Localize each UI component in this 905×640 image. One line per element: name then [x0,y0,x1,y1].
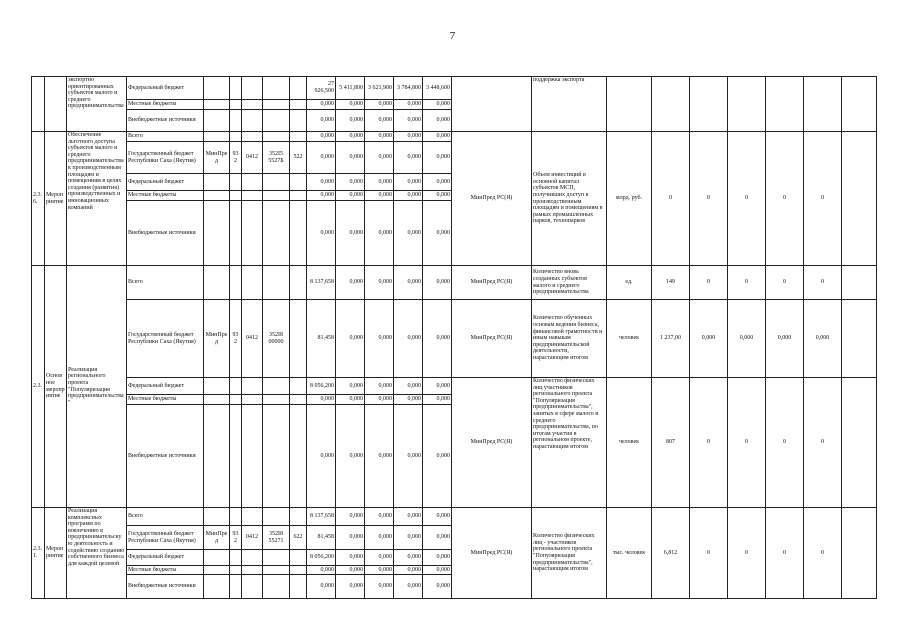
value-cell: 0,000 [423,508,452,526]
value-cell: 0,000 [336,100,365,110]
value-cell: 0,000 [394,191,423,201]
value-cell: 0,000 [307,100,336,110]
indicator-value: 0 [766,132,804,266]
value-cell: 0,000 [336,201,365,266]
value-cell: 0,000 [365,508,394,526]
source-cell: Местные бюджеты [127,191,204,201]
value-cell: 3 448,600 [423,77,452,100]
value-cell: 0,000 [394,566,423,575]
value-cell: 0,000 [336,378,365,395]
indicator-cell: Количество обученных основам ведения бизнеса, финансовой грамотности и иным навыкам предпринимательской деятельности, нарастающим итогом [532,300,607,378]
value-cell: 0,000 [336,174,365,191]
value-cell: 0,000 [423,575,452,599]
table-row [32,378,877,395]
value-cell: 0,000 [365,142,394,174]
indicator-value: 807 [652,378,690,508]
indicator-value: 149 [652,266,690,300]
value-cell: 8 056,200 [307,550,336,566]
source-cell: Государственный бюджет Республики Саха (Якутия) [127,300,204,378]
value-cell: 0,000 [394,575,423,599]
indicator-value: 0 [690,266,728,300]
value-cell: 81,458 [307,526,336,550]
value-cell: 0,000 [365,191,394,201]
indicator-value: 0,000 [728,300,766,378]
indicator-cell: Количество физических лиц участников регионального проекта "Популяризация предпринимательства", занятых в сфере малого и среднего предпринимательства, по итогам участия в региональном проекте, нарастающим итогом [532,378,607,508]
value-cell: 0,000 [365,526,394,550]
event-name: Реализация регионального проекта "Популяризация предпринимательства" [67,266,127,508]
indicator-value: 0 [690,132,728,266]
value-cell: 0,000 [394,550,423,566]
source-cell: Всего [127,132,204,142]
value-cell: 0,000 [307,110,336,132]
page-number: 7 [449,30,456,42]
rz-cell: 93 2 [230,526,242,550]
value-cell: 0,000 [365,300,394,378]
value-cell: 0,000 [307,575,336,599]
num-cell [32,77,45,132]
value-cell: 0,000 [423,110,452,132]
value-cell: 0,000 [365,132,394,142]
num-cell: 2.3. [32,266,45,508]
value-cell: 0,000 [307,405,336,508]
indicator-value: 0 [728,132,766,266]
source-cell: Внебюджетные источники [127,575,204,599]
value-cell: 0,000 [336,575,365,599]
value-cell: 8 137,658 [307,508,336,526]
value-cell: 0,000 [394,201,423,266]
value-cell: 0,000 [423,132,452,142]
value-cell: 0,000 [365,566,394,575]
value-cell: 0,000 [394,266,423,300]
value-cell: 0,000 [336,300,365,378]
grbs-cell: МинПред [204,300,230,378]
value-cell: 0,000 [307,132,336,142]
grbs-cell: МинПред [204,526,230,550]
indicator-value: 6,812 [652,508,690,599]
indicator-cell: Объем инвестиций в основной капитал субъектов МСП, получивших доступ к производственным площадям и помещениям в рамках промышленных парков, технопарков [532,132,607,266]
source-cell: Местные бюджеты [127,100,204,110]
type-cell: Основное мероприятие [45,266,67,508]
source-cell: Внебюджетные источники [127,110,204,132]
value-cell: 0,000 [394,100,423,110]
value-cell: 0,000 [307,566,336,575]
event-name: Обеспечение льготного доступа субъектов малого и среднего предпринимательства к производственным площадям и помещениям в целях создания (развития) производственных и инновационных компаний [67,132,127,266]
value-cell: 5 411,800 [336,77,365,100]
indicator-value: 0,000 [766,300,804,378]
value-cell: 0,000 [336,266,365,300]
indicator-value: 0 [804,266,842,300]
value-cell: 0,000 [394,378,423,395]
value-cell: 0,000 [394,174,423,191]
value-cell: 0,000 [336,508,365,526]
value-cell: 0,000 [423,405,452,508]
num-cell: 2.3.6. [32,132,45,266]
type-cell: Мероприятие [45,508,67,599]
event-name: Реализация комплексных программ по вовлечению в предпринимательскую деятельность и содействию созданию собственного бизнеса для каждой целевой [67,508,127,599]
source-cell: Внебюджетные источники [127,201,204,266]
indicator-value: 0 [728,378,766,508]
num-cell: 2.3.1. [32,508,45,599]
source-cell: Государственный бюджет Республики Саха (Якутия) [127,142,204,174]
value-cell: 0,000 [423,378,452,395]
value-cell: 3 621,900 [365,77,394,100]
responsible-cell: МинПред РС(Я) [452,266,532,300]
indicator-value: 0,000 [804,300,842,378]
value-cell: 0,000 [365,395,394,405]
indicator-value: 0 [690,508,728,599]
vr-cell: 622 [290,526,307,550]
value-cell: 8 137,658 [307,266,336,300]
source-cell: Всего [127,508,204,526]
indicator-cell: Количество вновь созданных субъектов малого и среднего предпринимательства [532,266,607,300]
value-cell: 0,000 [336,550,365,566]
rz-cell: 93 2 [230,142,242,174]
value-cell: 8 056,200 [307,378,336,395]
source-cell: Местные бюджеты [127,566,204,575]
value-cell: 0,000 [307,174,336,191]
value-cell: 0,000 [394,526,423,550]
value-cell: 0,000 [365,378,394,395]
indicator-value: 0,000 [690,300,728,378]
table-row [32,77,877,100]
table-row [32,300,877,378]
value-cell: 0,000 [394,300,423,378]
source-cell: Федеральный бюджет [127,550,204,566]
value-cell: 0,000 [307,395,336,405]
vr-cell: 522 [290,142,307,174]
indicator-value: 0 [766,378,804,508]
source-cell: Внебюджетные источники [127,405,204,508]
rz-cell: 93 2 [230,300,242,378]
responsible-cell [452,77,532,132]
value-cell: 0,000 [336,142,365,174]
event-name: экспортно ориентированных субъектов малого и среднего предпринимательства [67,77,127,132]
type-cell [45,77,67,132]
value-cell: 0,000 [394,142,423,174]
value-cell: 0,000 [423,566,452,575]
value-cell: 0,000 [394,508,423,526]
value-cell: 0,000 [365,575,394,599]
unit-cell: тыс. человек [607,508,652,599]
value-cell: 0,000 [365,405,394,508]
value-cell: 0,000 [394,405,423,508]
value-cell: 0,000 [423,142,452,174]
value-cell: 0,000 [423,174,452,191]
value-cell: 0,000 [365,100,394,110]
pr-cell: 0412 [242,142,263,174]
value-cell: 0,000 [336,110,365,132]
value-cell: 27 926,500 [307,77,336,100]
value-cell: 0,000 [394,110,423,132]
value-cell: 0,000 [336,526,365,550]
pr-cell: 0412 [242,300,263,378]
value-cell: 0,000 [365,266,394,300]
indicator-value: 0 [766,266,804,300]
indicator-value: 0 [766,508,804,599]
unit-cell: млрд. руб. [607,132,652,266]
value-cell: 0,000 [307,191,336,201]
responsible-cell: МинПред РС(Я) [452,508,532,599]
unit-cell: человек [607,378,652,508]
table-row [32,508,877,526]
value-cell: 0,000 [336,405,365,508]
responsible-cell: МинПред РС(Я) [452,132,532,266]
value-cell: 0,000 [365,201,394,266]
unit-cell: ед. [607,266,652,300]
value-cell: 81,458 [307,300,336,378]
value-cell: 0,000 [365,174,394,191]
source-cell: Всего [127,266,204,300]
value-cell: 0,000 [423,266,452,300]
source-cell: Федеральный бюджет [127,378,204,395]
value-cell: 0,000 [394,395,423,405]
responsible-cell: МинПред РС(Я) [452,300,532,378]
source-cell: Местные бюджеты [127,395,204,405]
value-cell: 0,000 [336,191,365,201]
value-cell: 0,000 [423,526,452,550]
indicator-value: 0 [804,378,842,508]
value-cell: 0,000 [307,142,336,174]
value-cell: 0,000 [336,566,365,575]
indicator-cell: Количество физических лиц - участников регионального проекта "Популяризация предпринимательства", нарастающим итогом [532,508,607,599]
value-cell: 3 784,800 [394,77,423,100]
value-cell: 0,000 [307,201,336,266]
source-cell: Федеральный бюджет [127,174,204,191]
indicator-value: 0 [728,508,766,599]
table-row [32,132,877,142]
indicator-value: 0 [804,132,842,266]
indicator-value: 1 237,00 [652,300,690,378]
value-cell: 0,000 [336,132,365,142]
csr-cell: 352I8 55271 [263,526,290,550]
value-cell: 0,000 [423,201,452,266]
indicator-value: 0 [804,508,842,599]
source-cell: Государственный бюджет Республики Саха (Якутия) [127,526,204,550]
value-cell: 0,000 [394,132,423,142]
csr-cell: 352I5 5527Б [263,142,290,174]
csr-cell: 352I8 00000 [263,300,290,378]
budget-table [31,76,877,599]
value-cell: 0,000 [423,191,452,201]
indicator-cell: поддержка экспорта [532,77,607,132]
indicator-value: 0 [652,132,690,266]
value-cell: 0,000 [336,395,365,405]
value-cell: 0,000 [365,550,394,566]
value-cell: 0,000 [423,100,452,110]
value-cell: 0,000 [423,550,452,566]
value-cell: 0,000 [423,395,452,405]
source-cell: Федеральный бюджет [127,77,204,100]
pr-cell: 0412 [242,526,263,550]
responsible-cell: МинПред РС(Я) [452,378,532,508]
indicator-value: 0 [728,266,766,300]
unit-cell: человек [607,300,652,378]
value-cell: 0,000 [365,110,394,132]
value-cell: 0,000 [423,300,452,378]
grbs-cell: МинПред [204,142,230,174]
indicator-value: 0 [690,378,728,508]
table-row [32,266,877,300]
type-cell: Мероприятие [45,132,67,266]
